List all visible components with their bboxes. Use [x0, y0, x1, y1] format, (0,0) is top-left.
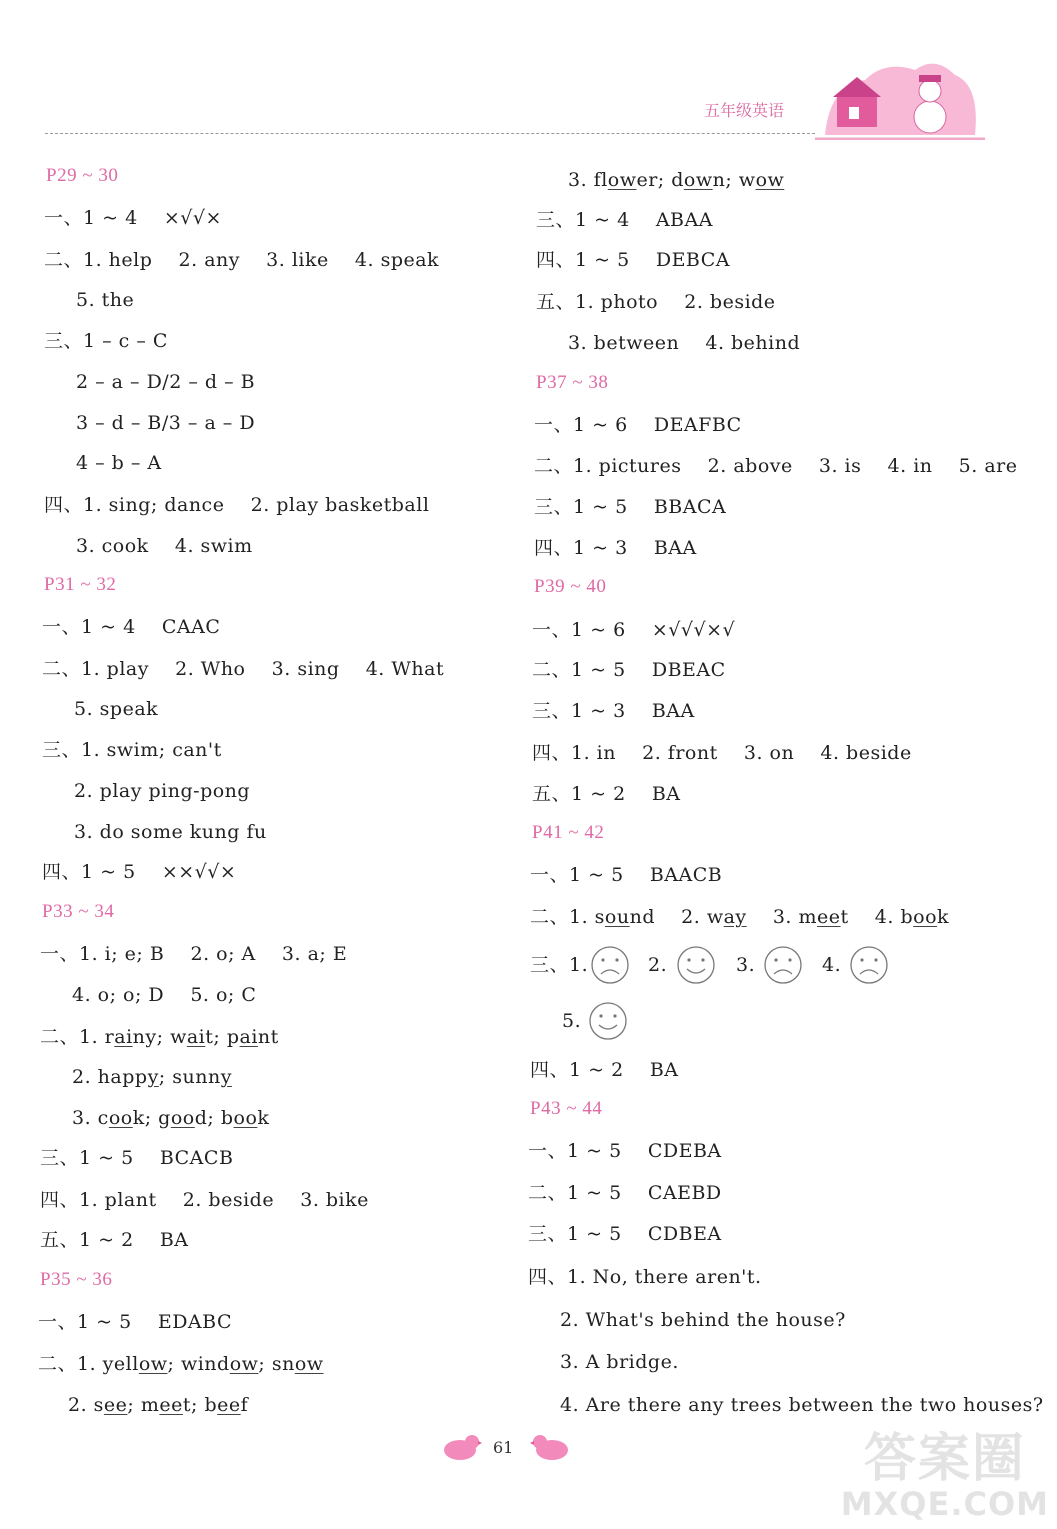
- section-heading: P29 ~ 30: [46, 165, 119, 186]
- answer-line: 3. A bridge.: [560, 1351, 679, 1373]
- answer-line: 四、1. plant 2. beside 3. bike: [40, 1189, 369, 1211]
- answer-line: 二、1. rainy; wait; paint: [40, 1026, 279, 1048]
- answer-line: 3. cook 4. swim: [76, 535, 253, 557]
- answer-line: 4 – b – A: [76, 452, 162, 474]
- answer-line: 2. see; meet; beef: [68, 1394, 249, 1416]
- section-heading: P35 ~ 36: [40, 1269, 113, 1290]
- answer-line: 5.: [562, 1010, 582, 1032]
- answer-line: 3. between 4. behind: [568, 332, 801, 354]
- section-heading: P31 ~ 32: [44, 574, 117, 595]
- answer-line: 一、1 ~ 5 BAACB: [530, 864, 723, 886]
- answer-line: 4. o; o; D 5. o; C: [72, 984, 257, 1006]
- sad-face-icon: [763, 945, 803, 985]
- answer-line: 二、1. play 2. Who 3. sing 4. What: [42, 658, 445, 680]
- section-heading: P41 ~ 42: [532, 822, 605, 843]
- answer-line: 2. play ping-pong: [74, 780, 251, 802]
- answer-line: 四、1 ~ 5 DEBCA: [536, 249, 731, 271]
- answer-line: 一、1 ~ 4 CAAC: [42, 616, 221, 638]
- answer-line: 二、1. yellow; window; snow: [38, 1353, 324, 1375]
- happy-face-icon: [676, 945, 716, 985]
- answer-line: 三、1. swim; can't: [42, 739, 222, 761]
- bird-icon: [440, 1432, 482, 1462]
- section-heading: P39 ~ 40: [534, 576, 607, 597]
- answer-line: 二、1. sound 2. way 3. meet 4. book: [530, 906, 950, 928]
- answer-line: 一、1 ~ 6 ×√√√×√: [532, 619, 736, 641]
- section-heading: P33 ~ 34: [42, 901, 115, 922]
- answer-line: 三、1 ~ 4 ABAA: [536, 209, 713, 231]
- answer-line: 2. happy; sunny: [72, 1066, 232, 1088]
- answer-line: 一、1 ~ 5 EDABC: [38, 1311, 233, 1333]
- bird-icon: [530, 1432, 572, 1462]
- sad-face-icon: [590, 945, 630, 985]
- snowman-decoration: [815, 55, 985, 140]
- watermark-line2: MXQE.COM: [840, 1485, 1049, 1523]
- answer-line: 3. do some kung fu: [74, 821, 267, 843]
- watermark: [841, 1431, 1049, 1521]
- sad-face-icon: [849, 945, 889, 985]
- answer-line: 四、1. No, there aren't.: [528, 1266, 762, 1288]
- header-title: 五年级英语: [704, 101, 785, 120]
- answer-line: 3. flower; down; wow: [568, 169, 785, 191]
- watermark-line1: 答案圈: [863, 1429, 1026, 1489]
- answer-line: 2.: [648, 954, 668, 976]
- answer-line: 2. What's behind the house?: [560, 1309, 846, 1331]
- answer-line: 三、1 ~ 5 BBACA: [534, 496, 727, 518]
- answer-line: 二、1. help 2. any 3. like 4. speak: [44, 249, 440, 271]
- answer-line: 三、1 – c – C: [44, 330, 168, 352]
- answer-line: 4. Are there any trees between the two houses?: [560, 1394, 1044, 1416]
- answer-line: 一、1 ~ 4 ×√√×: [44, 207, 222, 229]
- happy-face-icon: [588, 1001, 628, 1041]
- section-heading: P37 ~ 38: [536, 372, 609, 393]
- answer-line: 四、1. in 2. front 3. on 4. beside: [532, 742, 912, 764]
- answer-line: 4.: [822, 954, 842, 976]
- answer-line: 三、1 ~ 5 CDBEA: [528, 1223, 722, 1245]
- answer-line: 四、1 ~ 5 ××√√×: [42, 861, 237, 883]
- answer-line: 3 – d – B/3 – a – D: [76, 412, 256, 434]
- answer-line: 一、1 ~ 6 DEAFBC: [534, 414, 742, 436]
- answer-line: 三、1 ~ 3 BAA: [532, 700, 695, 722]
- answer-line: 二、1 ~ 5 DBEAC: [532, 659, 726, 681]
- answer-line: 二、1 ~ 5 CAEBD: [528, 1182, 722, 1204]
- answer-line: 一、1 ~ 5 CDEBA: [528, 1140, 722, 1162]
- answer-line: 3.: [736, 954, 756, 976]
- answer-line: 5. speak: [74, 698, 159, 720]
- answer-line: 三、1 ~ 5 BCACB: [40, 1147, 234, 1169]
- answer-line: 5. the: [76, 289, 135, 311]
- answer-line: 四、1 ~ 2 BA: [530, 1059, 679, 1081]
- page-number: 61: [493, 1438, 514, 1457]
- answer-line: 四、1 ~ 3 BAA: [534, 537, 697, 559]
- answer-line: 三、1.: [530, 954, 589, 976]
- answer-line: 五、1 ~ 2 BA: [532, 783, 681, 805]
- answer-line: 3. cook; good; book: [72, 1107, 270, 1129]
- header-rule: [45, 133, 815, 134]
- answer-line: 二、1. pictures 2. above 3. is 4. in 5. are: [534, 455, 1018, 477]
- answer-line: 2 – a – D/2 – d – B: [76, 371, 256, 393]
- answer-line: 五、1. photo 2. beside: [536, 291, 776, 313]
- answer-line: 一、1. i; e; B 2. o; A 3. a; E: [40, 943, 348, 965]
- answer-line: 五、1 ~ 2 BA: [40, 1229, 189, 1251]
- answer-line: 四、1. sing; dance 2. play basketball: [44, 494, 430, 516]
- section-heading: P43 ~ 44: [530, 1098, 603, 1119]
